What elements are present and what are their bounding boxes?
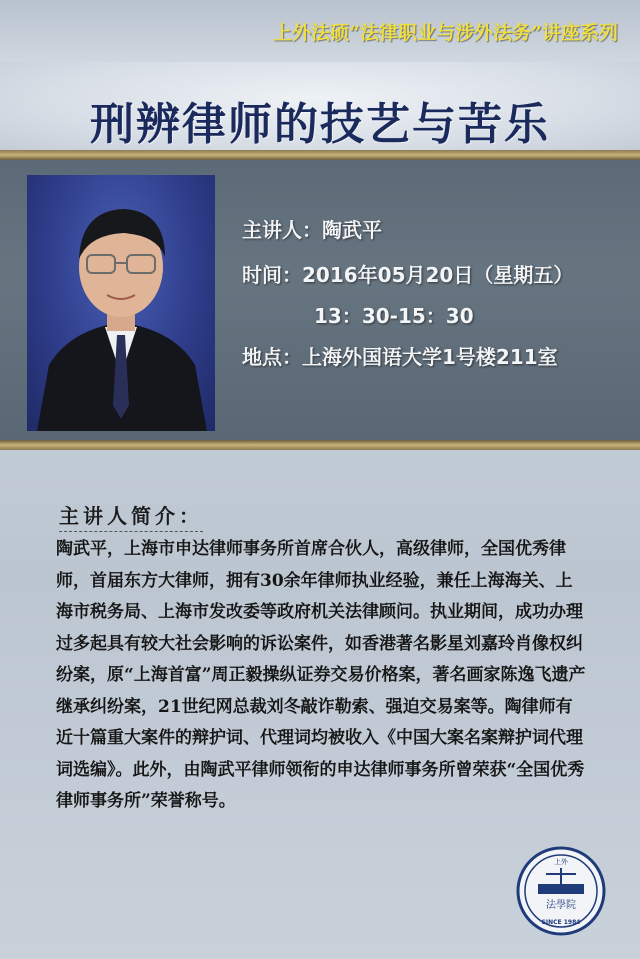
law-school-seal [516,846,606,936]
speaker-name: 主讲人：陶武平 [242,218,382,242]
lecture-date: 时间：2016年05月20日（星期五） [242,263,574,287]
speaker-bio-text: 陶武平，上海市申达律师事务所首席合伙人，高级律师，全国优秀律师，首届东方大律师，拥有30余年律师执业经验，兼任上海海关、上海市税务局、上海市发改委等政府机关法律顾问。执业期间，成功办理过多起具有较大社会影响的诉讼案件，如香港著名影星刘嘉玲肖像权纠纷案，原“上海首富”周正毅操纵证券交易价格案，著名画家陈逸飞遗产继承纠纷案，21世纪网总裁刘冬敲诈勒索、强迫交易案等。陶律师有近十篇重大案件的辩护词、代理词均被收入《中国大案名案辩护词代理词选编》。此外，由陶武平律师领衔的申达律师事务所曾荣获“全国优秀律师事务所”荣誉称号。 [56,539,586,811]
seal-since-text: SINCE 1984 [541,919,581,926]
page-title: 刑辨律师的技艺与苦乐 [90,99,550,150]
lecture-time: 13：30-15：30 [314,304,474,328]
law-school-logo-icon [516,846,606,936]
divider-bottom [0,440,640,450]
speaker-intro-heading: 主讲人简介： [59,500,203,532]
speaker-bio [56,534,586,818]
seal-name-text: 法學院 [546,900,576,911]
divider-top [0,150,640,160]
speaker-photo [27,175,215,431]
lecture-series-label: 上外法硕“法律职业与涉外法务”讲座系列 [273,22,618,44]
speaker-portrait-icon [27,175,215,431]
seal-top-text: 上外 [554,858,568,866]
lecture-location: 地点：上海外国语大学1号楼211室 [242,345,558,369]
